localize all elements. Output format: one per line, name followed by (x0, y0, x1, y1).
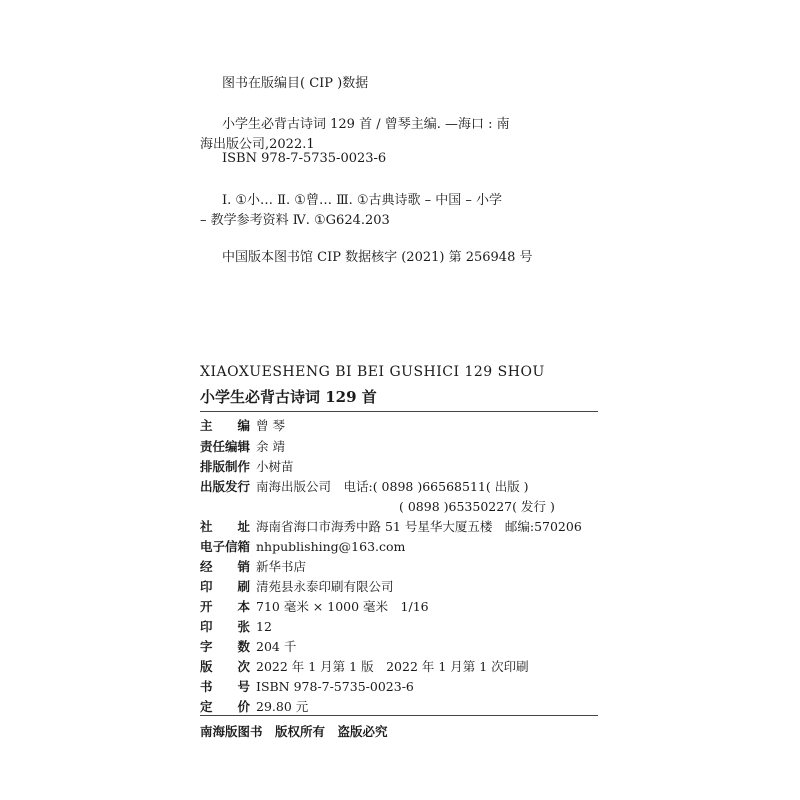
detail-label: 印 张 (200, 619, 251, 634)
detail-label: 开 本 (200, 599, 251, 614)
detail-label: 字 数 (200, 639, 251, 654)
detail-value: 小树苗 (256, 459, 294, 474)
detail-label: 定 价 (200, 699, 251, 714)
cip-isbn: ISBN 978-7-5735-0023-6 (222, 151, 387, 166)
detail-row (200, 497, 555, 515)
detail-label: 社 址 (200, 519, 251, 534)
detail-label: 出版发行 (200, 479, 251, 494)
book-pinyin-title: XIAOXUESHENG BI BEI GUSHICI 129 SHOU (200, 364, 545, 380)
cip-line-2: 海出版公司,2022.1 (200, 137, 315, 152)
detail-label: 书 号 (200, 679, 251, 694)
detail-row (200, 437, 285, 455)
detail-value: 南海出版公司 电话:( 0898 )66568511( 出版 ) (256, 479, 529, 494)
detail-value: 12 (256, 619, 272, 634)
top-rule (200, 411, 598, 412)
detail-value: 204 千 (256, 639, 297, 654)
detail-label: 电子信箱 (200, 539, 251, 554)
detail-value: 曾 琴 (256, 418, 285, 433)
cip-class-line-2: – 教学参考资料 Ⅳ. ①G624.203 (200, 213, 390, 228)
detail-value: 新华书店 (256, 559, 307, 574)
detail-label: 主 编 (200, 418, 251, 433)
detail-value: 29.80 元 (256, 699, 309, 714)
detail-row (200, 697, 308, 715)
cip-note: 中国版本图书馆 CIP 数据核字 (2021) 第 256948 号 (222, 250, 533, 265)
book-title: 小学生必背古诗词 129 首 (200, 388, 377, 406)
detail-value: 海南省海口市海秀中路 51 号星华大厦五楼 邮编:570206 (256, 519, 582, 534)
detail-row (200, 557, 306, 575)
cip-line-1: 小学生必背古诗词 129 首 / 曾琴主编. —海口 : 南 (222, 117, 510, 132)
detail-label: 版 次 (200, 659, 251, 674)
detail-value: nhpublishing@163.com (256, 539, 406, 554)
detail-row (200, 416, 285, 434)
detail-row (200, 597, 429, 615)
detail-row (200, 457, 294, 475)
detail-row (200, 577, 394, 595)
cip-heading: 图书在版编目( CIP )数据 (222, 76, 369, 91)
detail-value: 清苑县永泰印刷有限公司 (256, 579, 394, 594)
detail-label: 排版制作 (200, 459, 251, 474)
cip-class-line-1: Ⅰ. ①小… Ⅱ. ①曾… Ⅲ. ①古典诗歌 – 中国 – 小学 (222, 193, 503, 208)
detail-row (200, 477, 529, 495)
detail-row (200, 517, 582, 535)
detail-label: 经 销 (200, 559, 251, 574)
detail-row (200, 677, 414, 695)
detail-row (200, 537, 405, 555)
detail-row (200, 637, 296, 655)
detail-value: ISBN 978-7-5735-0023-6 (256, 679, 414, 694)
bottom-rule (200, 715, 598, 716)
detail-value: 余 靖 (256, 439, 285, 454)
copyright-footer: 南海版图书 版权所有 盗版必究 (200, 724, 388, 739)
detail-value: 2022 年 1 月第 1 版 2022 年 1 月第 1 次印刷 (256, 659, 529, 674)
detail-label: 印 刷 (200, 579, 251, 594)
detail-label: 责任编辑 (200, 439, 251, 454)
detail-value: 710 毫米 × 1000 毫米 1/16 (256, 599, 429, 614)
detail-row (200, 657, 529, 675)
detail-row (200, 617, 272, 635)
detail-value: ( 0898 )65350227( 发行 ) (399, 499, 555, 514)
